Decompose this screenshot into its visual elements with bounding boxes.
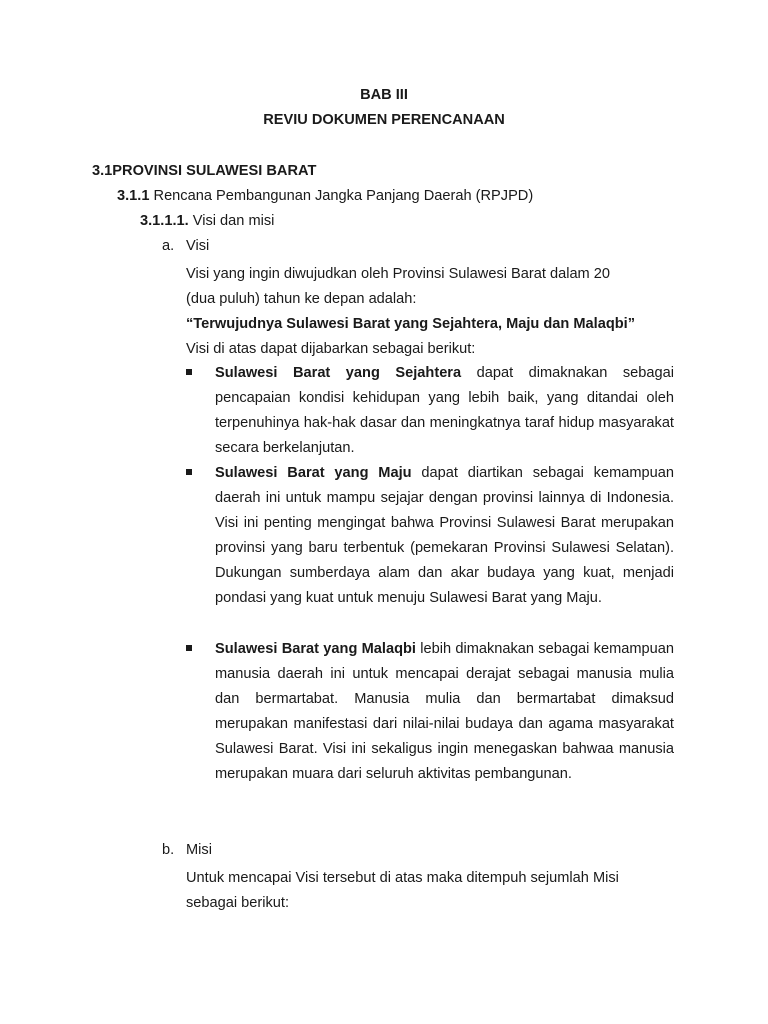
visi-bullet-malaqbi: [215, 637, 674, 787]
visi-bullet-sejahtera: [215, 361, 674, 461]
subsection-heading: [117, 188, 533, 204]
bullet-text: dapat dimaknakan sebagai pencapaian kondisi kehidupan yang lebih baik, yang ditandai oleh terpenuhinya hak-hak dasar dan meningkatnya taraf hidup masyarakat secara berkelanjutan.: [215, 365, 675, 456]
misi-intro-line1: Untuk mencapai Visi tersebut di atas maka ditempuh sejumlah Misi: [186, 870, 619, 886]
visi-intro-line1: Visi yang ingin diwujudkan oleh Provinsi Sulawesi Barat dalam 20: [186, 266, 611, 282]
bullet-marker: [186, 369, 192, 375]
chapter-title: REVIU DOKUMEN PERENCANAAN: [263, 112, 505, 128]
visi-marker: a.: [162, 238, 175, 254]
subsection-title: Rencana Pembangunan Jangka Panjang Daerah (RPJPD): [153, 188, 534, 204]
subsubsection-title: Visi dan misi: [192, 213, 275, 229]
bullet-term: Sulawesi Barat yang Malaqbi: [215, 641, 416, 657]
visi-bullet-maju: [215, 461, 674, 611]
misi-intro-line2: sebagai berikut:: [186, 895, 290, 911]
visi-label: Visi: [186, 238, 210, 254]
misi-label: Misi: [186, 842, 212, 858]
chapter-heading: BAB III: [360, 87, 408, 103]
bullet-term: Sulawesi Barat yang Sejahtera: [215, 365, 462, 381]
visi-intro-line2: (dua puluh) tahun ke depan adalah:: [186, 291, 417, 307]
visi-elaboration: Visi di atas dapat dijabarkan sebagai berikut:: [186, 341, 476, 357]
bullet-text: lebih dimaknakan sebagai kemampuan manusia daerah ini untuk mencapai derajat sebagai manusia mulia dan bermartabat. Manusia mulia dan bermartabat dimaksud merupakan manifestasi dari nilai-nilai budaya dan agama masyarakat Sulawesi Barat. Visi ini sekaligus ingin menegaskan bahwaa manusia merupakan muara dari seluruh aktivitas pembangunan.: [215, 641, 674, 782]
subsubsection-number: 3.1.1.1.: [140, 213, 189, 229]
bullet-text: dapat diartikan sebagai kemampuan daerah ini untuk mampu sejajar dengan provinsi lainnya di Indonesia. Visi ini penting mengingat bahwa Provinsi Sulawesi Barat merupakan provinsi yang baru terbentuk (pemekaran Provinsi Sulawesi Selatan). Dukungan sumberdaya alam dan akar budaya yang kuat, menjadi pondasi yang kuat untuk menuju Sulawesi Barat yang Maju.: [215, 465, 674, 606]
section-number: 3.1: [92, 163, 113, 179]
section-heading: [92, 163, 316, 179]
subsection-number: 3.1.1: [117, 188, 150, 204]
misi-marker: b.: [162, 842, 175, 858]
visi-statement: “Terwujudnya Sulawesi Barat yang Sejahtera, Maju dan Malaqbi”: [186, 316, 636, 332]
bullet-marker: [186, 469, 192, 475]
subsubsection-heading: [140, 213, 274, 229]
bullet-marker: [186, 645, 192, 651]
section-title: PROVINSI SULAWESI BARAT: [112, 163, 317, 179]
bullet-term: Sulawesi Barat yang Maju: [215, 465, 412, 481]
